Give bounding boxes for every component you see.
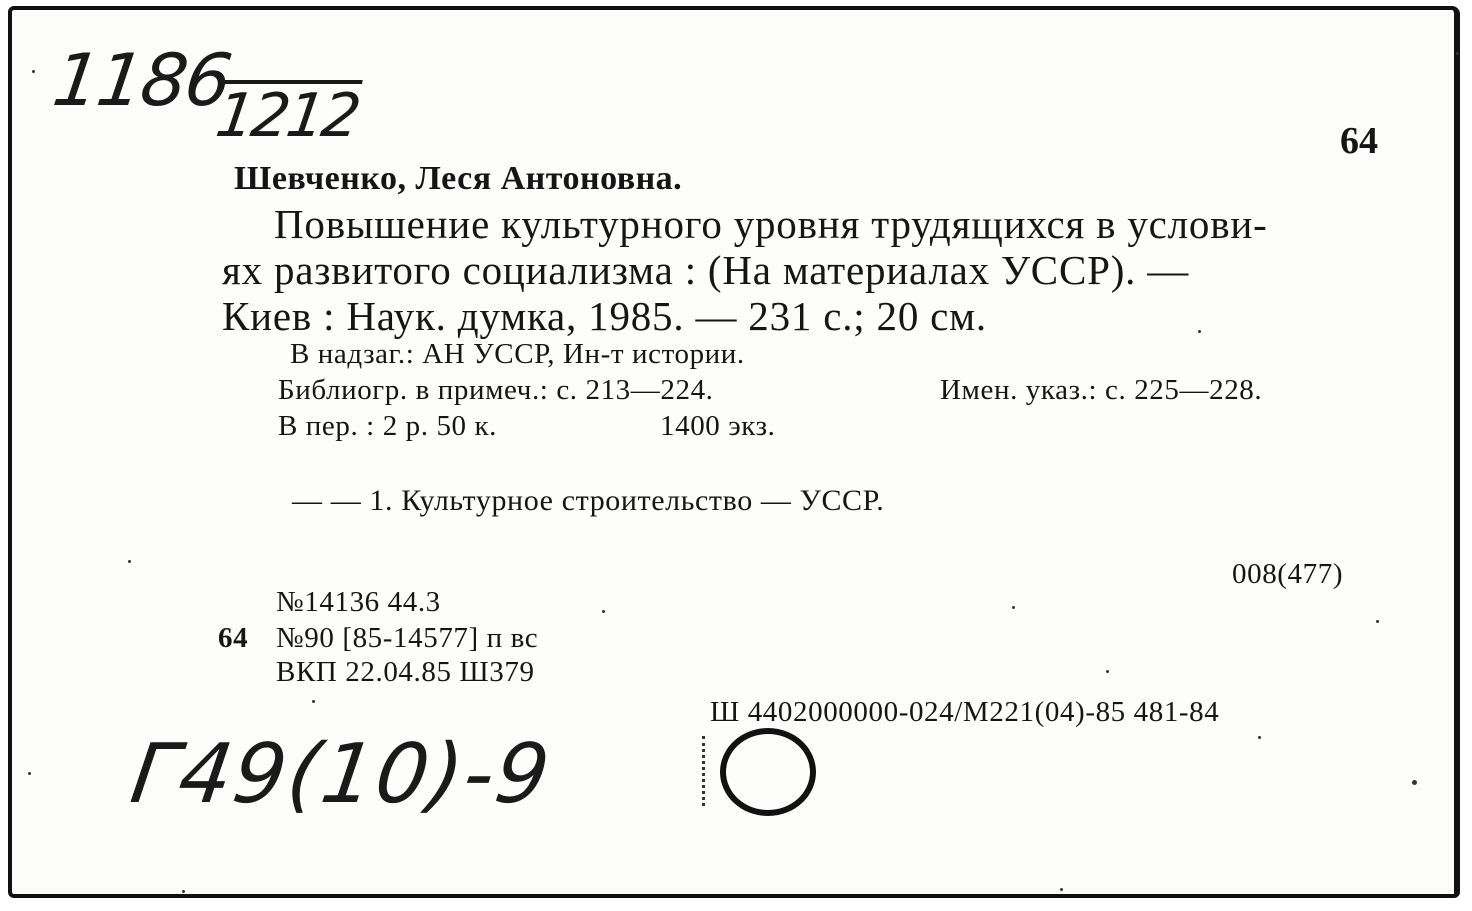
note-index: Имен. указ.: с. 225—228. bbox=[940, 374, 1263, 406]
catalog-card bbox=[8, 6, 1460, 898]
handwritten-fraction: 1212 bbox=[211, 81, 363, 151]
scan-speck bbox=[1012, 606, 1015, 609]
registry-line-3: ВКП 22.04.85 Ш379 bbox=[276, 656, 535, 688]
subject-heading: — — 1. Культурное строительство — УССР. bbox=[292, 484, 885, 517]
scan-speck bbox=[32, 70, 35, 73]
scan-speck bbox=[1412, 780, 1417, 785]
stamp-mark-icon bbox=[702, 736, 725, 806]
author-heading: Шевченко, Леся Антоновна. bbox=[234, 160, 683, 197]
publisher-code: Ш 4402000000-024/М221(04)-85 481-84 bbox=[710, 696, 1220, 728]
registry-line-1: №14136 44.3 bbox=[276, 586, 441, 618]
title-line-1: Повышение культурного уровня трудящихся в услови- bbox=[274, 201, 1268, 247]
note-nadzag: В надзаг.: АН УССР, Ин-т истории. bbox=[290, 338, 745, 370]
note-binding: В пер. : 2 р. 50 к. bbox=[278, 410, 498, 442]
scan-speck bbox=[128, 560, 131, 563]
handwritten-mark: Г49(10)-9 bbox=[125, 727, 557, 822]
handwritten-number: 1186 bbox=[48, 38, 236, 122]
scan-speck bbox=[28, 772, 31, 775]
registry-line-2: №90 [85-14577] п вс bbox=[276, 622, 539, 654]
shelf-number: 64 bbox=[1340, 120, 1378, 162]
scan-speck bbox=[1258, 736, 1261, 739]
scan-speck bbox=[1060, 888, 1063, 891]
note-bibliography: Библиогр. в примеч.: с. 213—224. bbox=[278, 374, 714, 406]
scan-speck bbox=[1456, 52, 1459, 55]
note-copies: 1400 экз. bbox=[660, 410, 776, 442]
scan-speck bbox=[1106, 670, 1109, 673]
stamp-circle-icon bbox=[720, 728, 816, 816]
registry-shelf: 64 bbox=[218, 622, 249, 654]
scan-speck bbox=[312, 700, 315, 703]
scan-speck bbox=[1198, 330, 1201, 333]
scan-speck bbox=[182, 890, 185, 893]
title-line-2: ях развитого социализма : (На материалах УССР). — bbox=[222, 247, 1190, 293]
title-line-3: Киев : Наук. думка, 1985. — 231 с.; 20 см. bbox=[222, 293, 987, 339]
classification-code: 008(477) bbox=[1232, 558, 1344, 590]
scan-speck bbox=[602, 610, 605, 613]
scan-speck bbox=[1376, 620, 1379, 623]
